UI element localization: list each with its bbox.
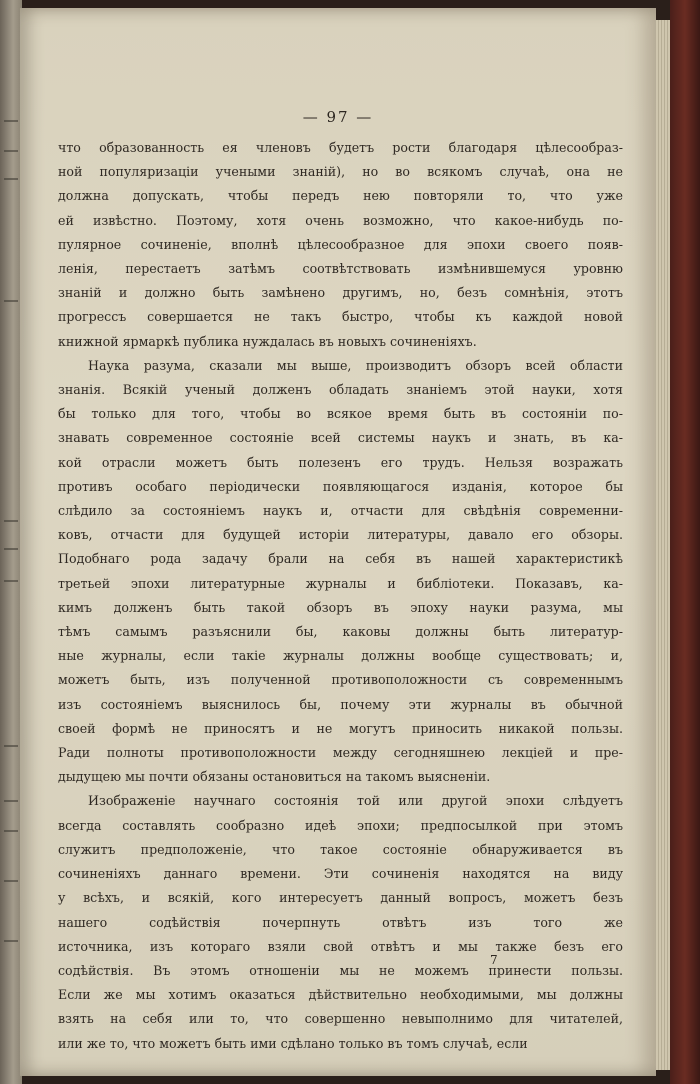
text-line: знаній и должно быть замѣнено другимъ, но, безъ сомнѣнія, этотъ	[58, 285, 623, 301]
text-line: слѣдило за состояніемъ наукъ и, отчасти для свѣдѣнія современни-	[58, 503, 623, 519]
text-line: Изображеніе научнаго состоянія той или другой эпохи слѣдуетъ	[88, 793, 623, 809]
text-line: содѣйствія. Въ этомъ отношеніи мы не можемъ принести пользы.	[58, 962, 623, 978]
text-line: книжной ярмаркѣ публика нуждалась въ новыхъ сочиненіяхъ.	[58, 333, 477, 349]
text-line: пулярное сочиненіе, вполнѣ цѣлесообразное для эпохи своего появ-	[58, 236, 623, 252]
text-line: источника, изъ котораго взяли свой отвѣтъ и мы также безъ его	[58, 938, 623, 954]
text-line: должна допускать, чтобы передъ нею повторяли то, что уже	[58, 188, 623, 204]
text-line: Подобнаго рода задачу брали на себя въ нашей характеристикѣ	[58, 551, 623, 567]
text-line: знавать современное состояніе всей системы наукъ и знать, въ ка-	[58, 430, 623, 446]
text-line: кимъ долженъ быть такой обзоръ въ эпоху науки разума, мы	[58, 599, 623, 615]
paragraph	[58, 789, 623, 1055]
text-line: Ради полноты противоположности между сегодняшнею лекціей и пре-	[58, 745, 623, 761]
text-line: Наука разума, сказали мы выше, производитъ обзоръ всей области	[88, 357, 623, 373]
text-line: ковъ, отчасти для будущей исторіи литературы, давало его обзоры.	[58, 527, 623, 543]
text-line: своей формѣ не приносятъ и не могутъ приносить никакой пользы.	[58, 720, 623, 736]
text-line: ной популяризаціи учеными знаній), но во всякомъ случаѣ, она не	[58, 164, 623, 180]
text-line: тѣмъ самымъ разъяснили бы, каковы должны быть литератур-	[58, 624, 623, 640]
page-block-edges	[656, 20, 670, 1070]
text-line: ей извѣстно. Поэтому, хотя очень возможно, что какое-нибудь по-	[58, 212, 623, 228]
page-number: — 97 —	[302, 108, 374, 126]
text-line: у всѣхъ, и всякій, кого интересуетъ данный вопросъ, можетъ безъ	[58, 890, 623, 906]
text-line: Если же мы хотимъ оказаться дѣйствительно необходимыми, мы должны	[58, 987, 623, 1003]
text-line: взять на себя или то, что совершенно невыполнимо для читателей,	[58, 1011, 623, 1027]
signature-mark: 7	[490, 953, 498, 967]
book-page	[20, 8, 656, 1076]
text-line: противъ особаго періодически появляющагося изданія, которое бы	[58, 478, 623, 494]
text-line: бы только для того, чтобы во всякое время быть въ состояніи по-	[58, 406, 623, 422]
text-line: третьей эпохи литературные журналы и библіотеки. Показавъ, ка-	[58, 575, 623, 591]
paragraph	[58, 354, 623, 790]
text-line: служитъ предположеніе, что такое состояніе обнаруживается въ	[58, 841, 623, 857]
text-line: что образованность ея членовъ будетъ рости благодаря цѣлесообраз-	[58, 140, 623, 155]
book-cover	[670, 0, 700, 1084]
page-body-text	[58, 136, 623, 1056]
text-line: изъ состояніемъ выяснилось бы, почему эти журналы въ обычной	[58, 696, 623, 712]
text-line: ленія, перестаетъ затѣмъ соотвѣтствовать измѣнившемуся уровню	[58, 261, 623, 277]
text-line: знанія. Всякій ученый долженъ обладать знаніемъ этой науки, хотя	[58, 382, 623, 398]
text-line: дыдущею мы почти обязаны остановиться на такомъ выясненіи.	[58, 769, 491, 785]
text-line: ные журналы, если такіе журналы должны вообще существовать; и,	[58, 648, 623, 664]
text-line: прогрессъ совершается не такъ быстро, чтобы къ каждой новой	[58, 309, 623, 325]
text-line: всегда составлять сообразно идеѣ эпохи; предпосылкой при этомъ	[58, 817, 623, 833]
paragraph	[58, 136, 623, 354]
text-line: нашего содѣйствія почерпнуть отвѣтъ изъ того же	[58, 914, 623, 930]
text-line: или же то, что можетъ быть ими сдѣлано только въ томъ случаѣ, если	[58, 1035, 528, 1051]
text-line: сочиненіяхъ даннаго времени. Эти сочиненія находятся на виду	[58, 866, 623, 882]
text-line: можетъ быть, изъ полученной противоположности съ современнымъ	[58, 672, 623, 688]
text-line: кой отрасли можетъ быть полезенъ его трудъ. Нельзя возражать	[58, 454, 623, 470]
adjacent-page-edge	[0, 0, 22, 1084]
